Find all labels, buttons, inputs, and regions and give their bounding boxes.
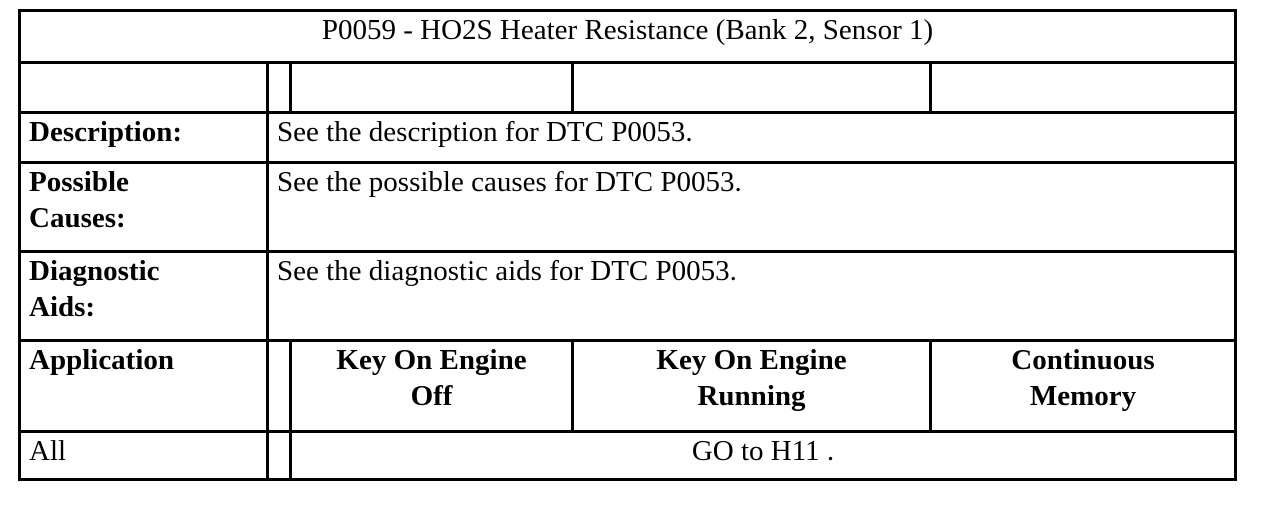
blank-cell xyxy=(931,63,1236,113)
diagnostic-aids-label xyxy=(20,252,268,341)
blank-cell xyxy=(268,63,291,113)
diagnostic-aids-value: See the diagnostic aids for DTC P0053. xyxy=(268,252,1236,341)
continuous-memory-line1: Continuous xyxy=(1011,344,1155,376)
blank-cell xyxy=(268,432,291,480)
title-row xyxy=(20,11,1236,63)
description-value: See the description for DTC P0053. xyxy=(268,113,1236,163)
application-header-row xyxy=(20,341,1236,432)
diagnostic-aids-label-line2: Aids: xyxy=(29,291,96,323)
application-row xyxy=(20,432,1236,480)
key-on-engine-running-header xyxy=(573,341,931,432)
possible-causes-label xyxy=(20,163,268,252)
possible-causes-label-line2: Causes: xyxy=(29,202,126,234)
diagnostic-aids-label-line1: Diagnostic xyxy=(29,255,160,287)
key-on-engine-off-header xyxy=(291,341,573,432)
key-on-engine-off-line1: Key On Engine xyxy=(336,344,527,376)
possible-causes-label-line1: Possible xyxy=(29,166,129,198)
diagnostic-aids-row xyxy=(20,252,1236,341)
key-on-engine-running-line1: Key On Engine xyxy=(656,344,847,376)
description-label: Description: xyxy=(20,113,268,163)
blank-row xyxy=(20,63,1236,113)
blank-cell xyxy=(573,63,931,113)
dtc-table xyxy=(18,9,1237,481)
application-value: All xyxy=(20,432,268,480)
key-on-engine-off-line2: Off xyxy=(410,380,453,412)
dtc-title: P0059 - HO2S Heater Resistance (Bank 2, Sensor 1) xyxy=(20,11,1236,63)
continuous-memory-line2: Memory xyxy=(1029,380,1137,412)
blank-cell xyxy=(20,63,268,113)
blank-cell xyxy=(291,63,573,113)
possible-causes-row xyxy=(20,163,1236,252)
description-row xyxy=(20,113,1236,163)
continuous-memory-header xyxy=(931,341,1236,432)
possible-causes-value: See the possible causes for DTC P0053. xyxy=(268,163,1236,252)
application-header: Application xyxy=(20,341,268,432)
action-value: GO to H11 . xyxy=(291,432,1236,480)
key-on-engine-running-line2: Running xyxy=(697,380,806,412)
blank-cell xyxy=(268,341,291,432)
